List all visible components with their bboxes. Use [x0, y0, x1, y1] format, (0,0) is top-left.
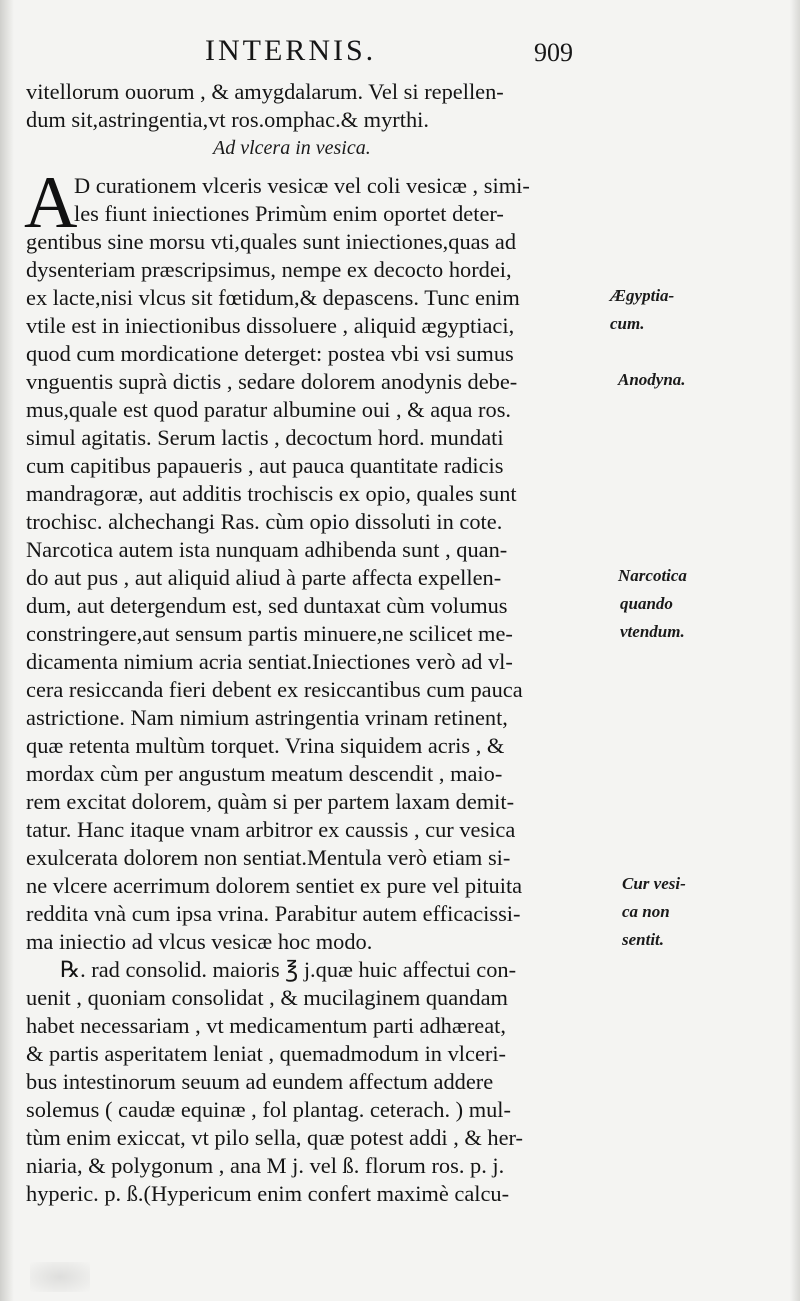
text-line: habet necessariam , vt medicamentum parti adhæreat,	[26, 1013, 506, 1038]
text-line: tùm enim exiccat, vt pilo sella, quæ potest addi , & her-	[26, 1125, 524, 1150]
text-line: bus intestinorum seuum ad eundem affectum addere	[26, 1069, 494, 1094]
text-line: vitellorum ouorum , & amygdalarum. Vel si repellen-	[26, 79, 504, 104]
text-line: & partis asperitatem leniat , quemadmodum in vlceri-	[26, 1041, 507, 1066]
margin-note: Ægyptia-	[610, 286, 675, 305]
text-line: D curationem vlceris vesicæ vel coli vesicæ , simi-	[74, 173, 530, 198]
text-line: dum sit,astringentia,vt ros.omphac.& myrthi.	[26, 107, 429, 132]
text-line: ℞. rad consolid. maioris ℥ j.quæ huic affectui con-	[60, 957, 517, 982]
text-line: exulcerata dolorem non sentiat.Mentula verò etiam si-	[26, 845, 511, 870]
section-heading: Ad vlcera in vesica.	[213, 137, 371, 159]
page-header	[0, 34, 800, 74]
margin-note: vtendum.	[620, 622, 685, 641]
text-line: mordax cùm per angustum meatum descendit , maio-	[26, 761, 503, 786]
text-line: niaria, & polygonum , ana M j. vel ß. florum ros. p. j.	[26, 1153, 505, 1178]
text-line: do aut pus , aut aliquid aliud à parte affecta expellen-	[26, 565, 502, 590]
text-line: dum, aut detergendum est, sed duntaxat cùm volumus	[26, 593, 508, 618]
margin-note: Cur vesi-	[622, 874, 686, 893]
text-line: reddita vnà cum ipsa vrina. Parabitur autem efficacissi-	[26, 901, 521, 926]
margin-note: quando	[620, 594, 673, 613]
margin-note: Narcotica	[618, 566, 687, 585]
text-line: quod cum mordicatione deterget: postea vbi vsi sumus	[26, 341, 514, 366]
text-line: solemus ( caudæ equinæ , fol plantag. ceterach. ) mul-	[26, 1097, 511, 1122]
text-line: cera resiccanda fieri debent ex resiccantibus cum pauca	[26, 677, 523, 702]
text-line: dicamenta nimium acria sentiat.Iniectiones verò ad vl-	[26, 649, 513, 674]
text-line: vtile est in iniectionibus dissoluere , aliquid ægyptiaci,	[26, 313, 515, 338]
margin-note: ca non	[622, 902, 670, 921]
margin-note: cum.	[610, 314, 645, 333]
page-number: 909	[534, 38, 573, 67]
text-line: dysenteriam præscripsimus, nempe ex decocto hordei,	[26, 257, 512, 282]
text-line: tatur. Hanc itaque vnam arbitror ex caussis , cur vesica	[26, 817, 516, 842]
drop-cap: A	[24, 162, 78, 244]
text-line: uenit , quoniam consolidat , & mucilaginem quandam	[26, 985, 508, 1010]
margin-note: sentit.	[622, 930, 665, 949]
text-line: quæ retenta multùm torquet. Vrina siquidem acris , &	[26, 733, 505, 758]
text-line: les fiunt iniectiones Primùm enim oportet deter-	[74, 201, 504, 226]
text-line: astrictione. Nam nimium astringentia vrinam retinent,	[26, 705, 508, 730]
text-line: simul agitatis. Serum lactis , decoctum hord. mundati	[26, 425, 504, 450]
text-line: ne vlcere acerrimum dolorem sentiet ex pure vel pituita	[26, 873, 523, 898]
text-line: hyperic. p. ß.(Hypericum enim confert maximè calcu-	[26, 1181, 510, 1206]
running-title: INTERNIS.	[205, 34, 377, 67]
ink-smudge	[30, 1262, 90, 1292]
text-line: ma iniectio ad vlcus vesicæ hoc modo.	[26, 929, 373, 954]
text-line: cum capitibus papaueris , aut pauca quantitate radicis	[26, 453, 504, 478]
text-line: ex lacte,nisi vlcus sit fœtidum,& depascens. Tunc enim	[26, 285, 520, 310]
text-line: mus,quale est quod paratur albumine oui , & aqua ros.	[26, 397, 512, 422]
text-line: Narcotica autem ista nunquam adhibenda sunt , quan-	[26, 537, 508, 562]
text-line: mandragoræ, aut additis trochiscis ex opio, quales sunt	[26, 481, 517, 506]
text-line: gentibus sine morsu vti,quales sunt iniectiones,quas ad	[26, 229, 517, 254]
margin-note: Anodyna.	[618, 370, 686, 389]
text-line: vnguentis suprà dictis , sedare dolorem anodynis debe-	[26, 369, 518, 394]
text-line: rem excitat dolorem, quàm si per partem laxam demit-	[26, 789, 515, 814]
text-line: trochisc. alchechangi Ras. cùm opio dissoluti in cote.	[26, 509, 503, 534]
text-line: constringere,aut sensum partis minuere,ne scilicet me-	[26, 621, 513, 646]
